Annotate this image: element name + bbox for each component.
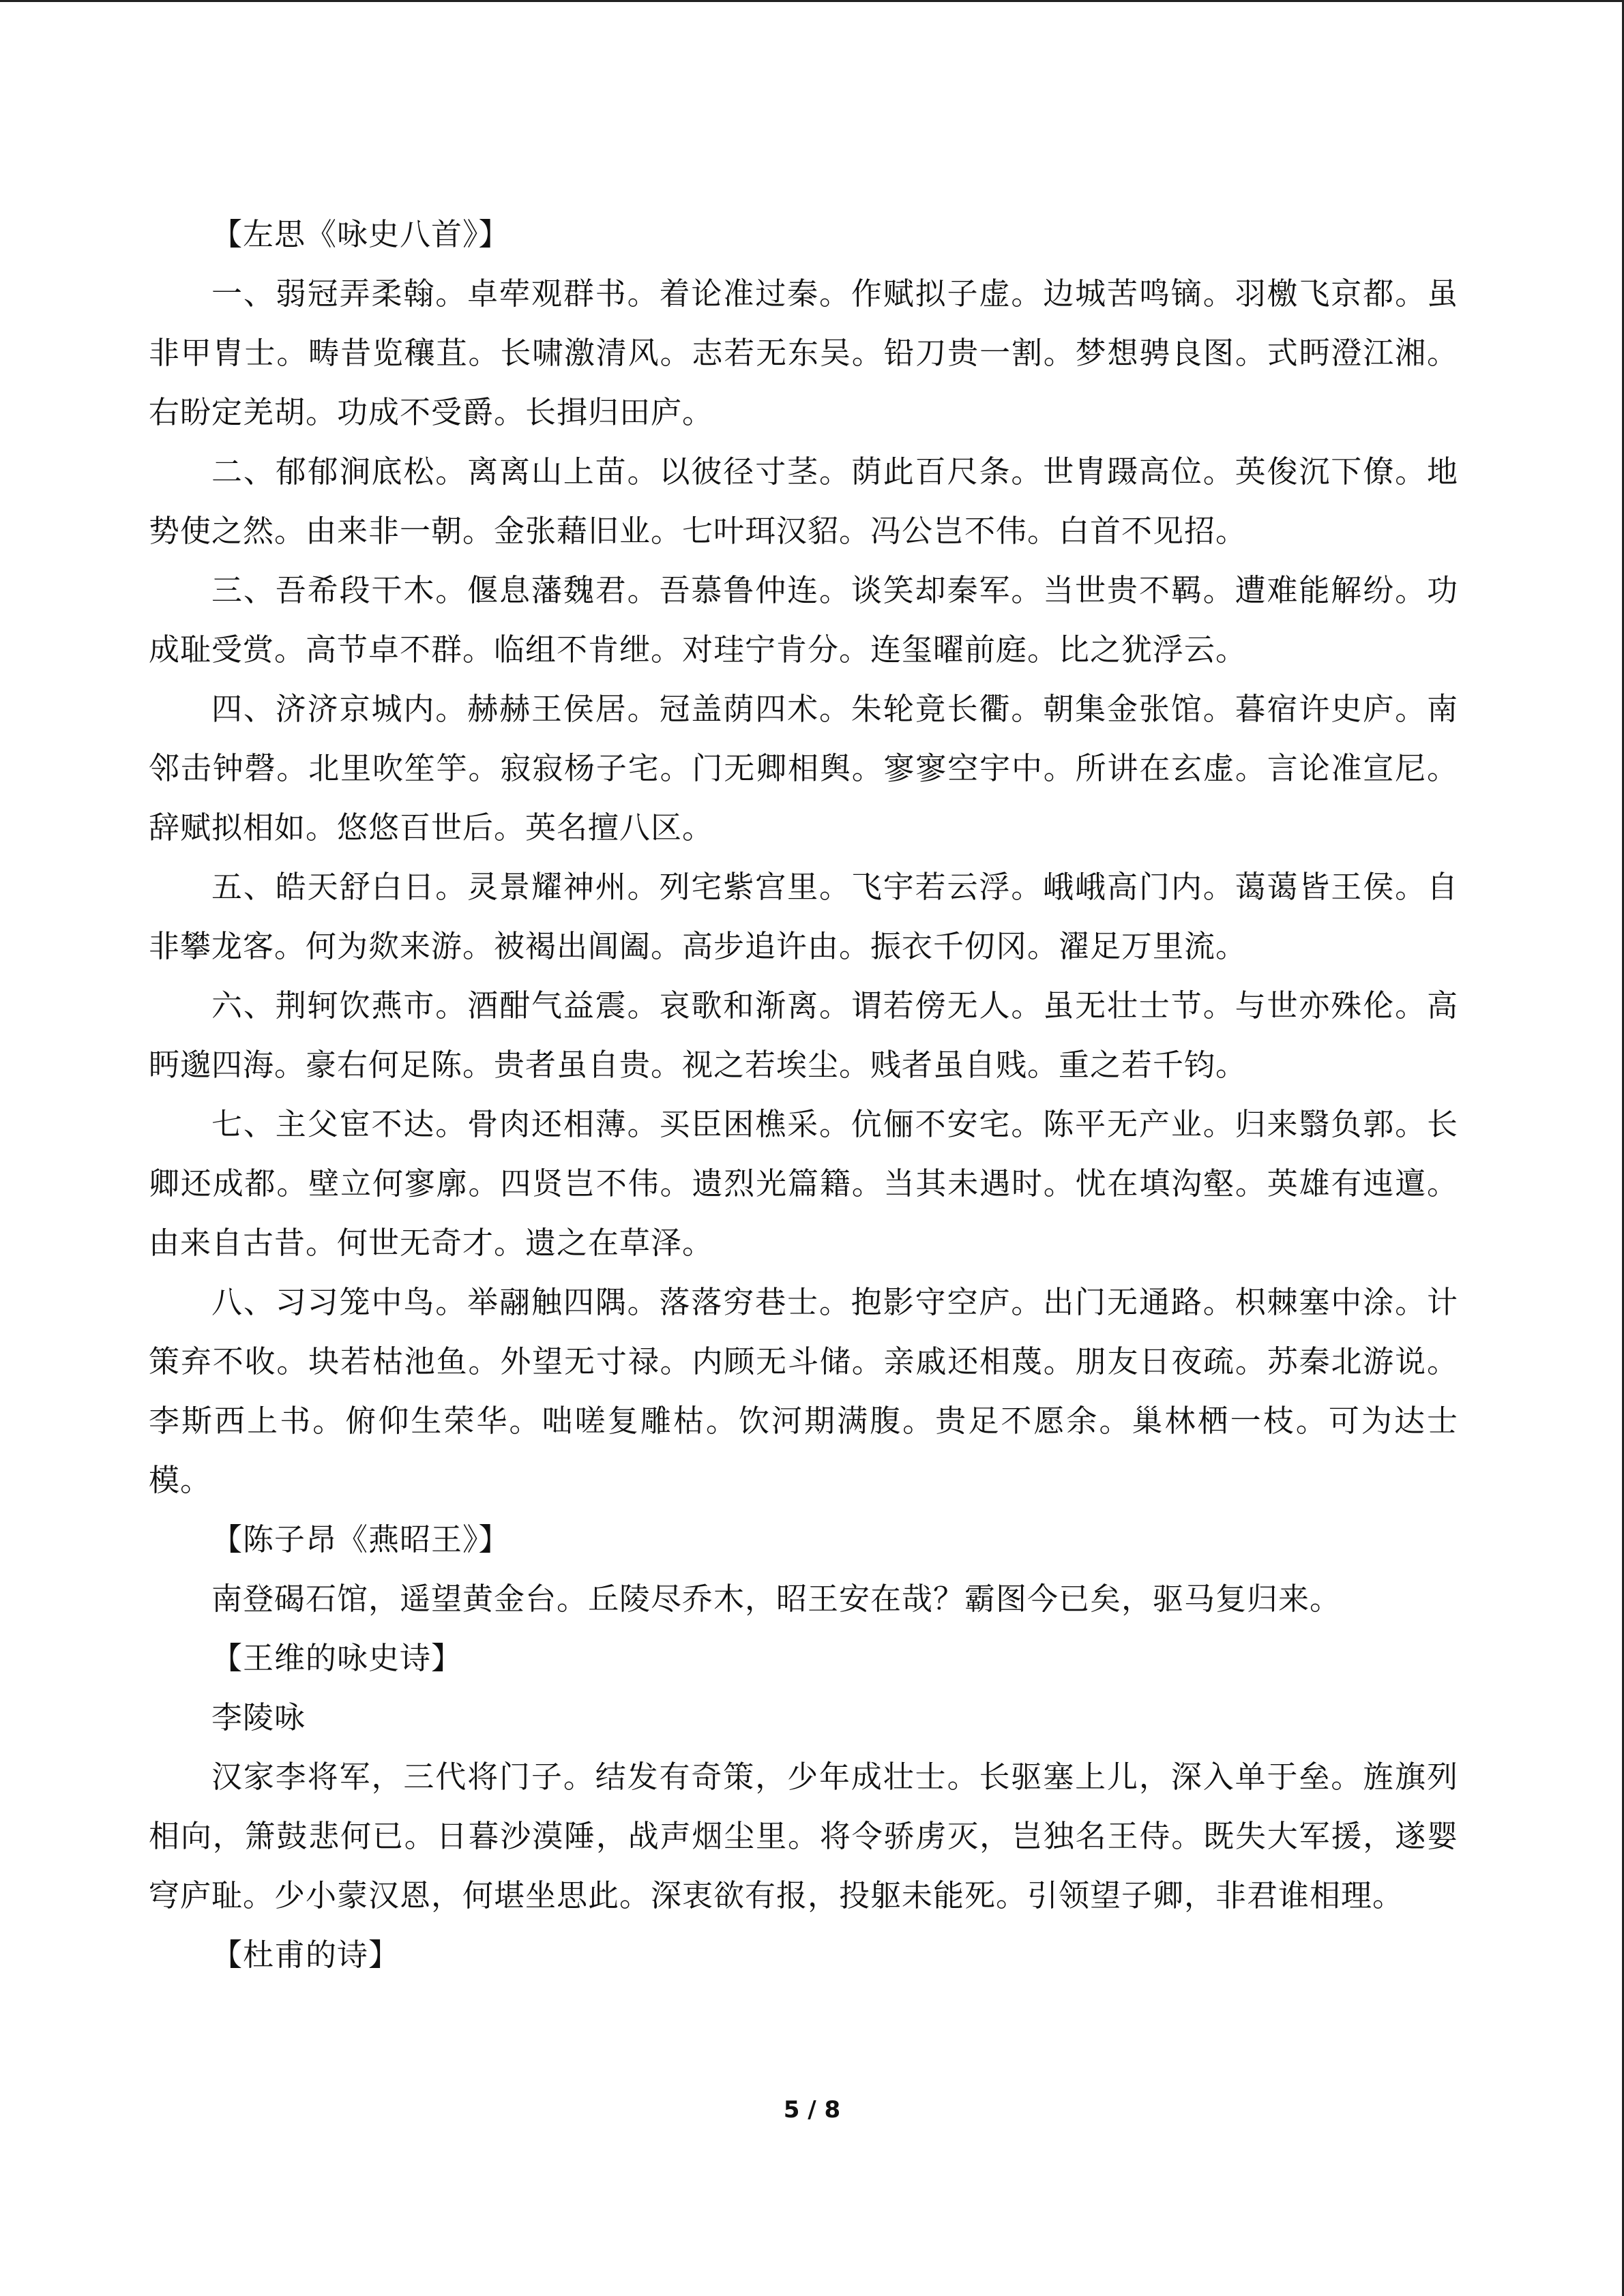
poem-lilingyong: 汉家李将军，三代将门子。结发有奇策，少年成壮士。长驱塞上儿，深入单于垒。旌旗列相向，箫鼓悲何已。日暮沙漠陲，战声烟尘里。将令骄虏灭，岂独名王侍。既失大军援，遂婴穹庐耻。少小蒙汉恩，何堪坐思此。深衷欲有报，投躯未能死。引领望子卿，非君谁相理。	[149, 1759, 1458, 1913]
section-heading-dufu: 【杜甫的诗】	[211, 1937, 400, 1973]
document-body	[149, 205, 1458, 1984]
poem-yanzhaowang: 南登碣石馆，遥望黄金台。丘陵尽乔木，昭王安在哉？霸图今已矣，驱马复归来。	[211, 1581, 1342, 1617]
poem-paragraph-2: 二、郁郁涧底松。离离山上苗。以彼径寸茎。荫此百尺条。世胄蹑高位。英俊沉下僚。地势使之然。由来非一朝。金张藉旧业。七叶珥汉貂。冯公岂不伟。白首不见招。	[149, 453, 1458, 549]
poem-paragraph-6: 六、荆轲饮燕市。酒酣气益震。哀歌和渐离。谓若傍无人。虽无壮士节。与世亦殊伦。高眄邈四海。豪右何足陈。贵者虽自贵。视之若埃尘。贱者虽自贱。重之若千钧。	[149, 987, 1458, 1083]
page-number: 5 / 8	[783, 2096, 841, 2123]
poem-paragraph-5: 五、皓天舒白日。灵景耀神州。列宅紫宫里。飞宇若云浮。峨峨高门内。蔼蔼皆王侯。自非攀龙客。何为欻来游。被褐出阊阖。高步追许由。振衣千仞冈。濯足万里流。	[149, 869, 1458, 964]
poem-paragraph-1: 一、弱冠弄柔翰。卓荦观群书。着论准过秦。作赋拟子虚。边城苦鸣镝。羽檄飞京都。虽非甲胄士。畴昔览穰苴。长啸激清风。志若无东吴。铅刀贵一割。梦想骋良图。式眄澄江湘。右盼定羌胡。功成不受爵。长揖归田庐。	[149, 275, 1458, 430]
poem-paragraph-4: 四、济济京城内。赫赫王侯居。冠盖荫四术。朱轮竟长衢。朝集金张馆。暮宿许史庐。南邻击钟磬。北里吹笙竽。寂寂杨子宅。门无卿相舆。寥寥空宇中。所讲在玄虚。言论准宣尼。辞赋拟相如。悠悠百世后。英名擅八区。	[149, 691, 1458, 846]
section-heading-zuosi: 【左思《咏史八首》】	[211, 216, 510, 252]
poem-paragraph-7: 七、主父宦不达。骨肉还相薄。买臣困樵采。伉俪不安宅。陈平无产业。归来翳负郭。长卿还成都。壁立何寥廓。四贤岂不伟。遗烈光篇籍。当其未遇时。忧在填沟壑。英雄有迍邅。由来自古昔。何世无奇才。遗之在草泽。	[149, 1106, 1458, 1261]
poem-paragraph-3: 三、吾希段干木。偃息藩魏君。吾慕鲁仲连。谈笑却秦军。当世贵不羁。遭难能解纷。功成耻受赏。高节卓不群。临组不肯绁。对珪宁肯分。连玺曜前庭。比之犹浮云。	[149, 572, 1458, 668]
section-heading-chenziang: 【陈子昂《燕昭王》】	[211, 1521, 510, 1557]
poem-paragraph-8: 八、习习笼中鸟。举翮触四隅。落落穷巷士。抱影守空庐。出门无通路。枳棘塞中涂。计策弃不收。块若枯池鱼。外望无寸禄。内顾无斗储。亲戚还相蔑。朋友日夜疏。苏秦北游说。李斯西上书。俯仰生荣华。咄嗟复雕枯。饮河期满腹。贵足不愿余。巢林栖一枝。可为达士模。	[149, 1284, 1458, 1498]
section-heading-wangwei: 【王维的咏史诗】	[211, 1640, 463, 1676]
poem-title-lilingyong: 李陵咏	[211, 1699, 306, 1735]
page-border-top	[0, 0, 1624, 2]
